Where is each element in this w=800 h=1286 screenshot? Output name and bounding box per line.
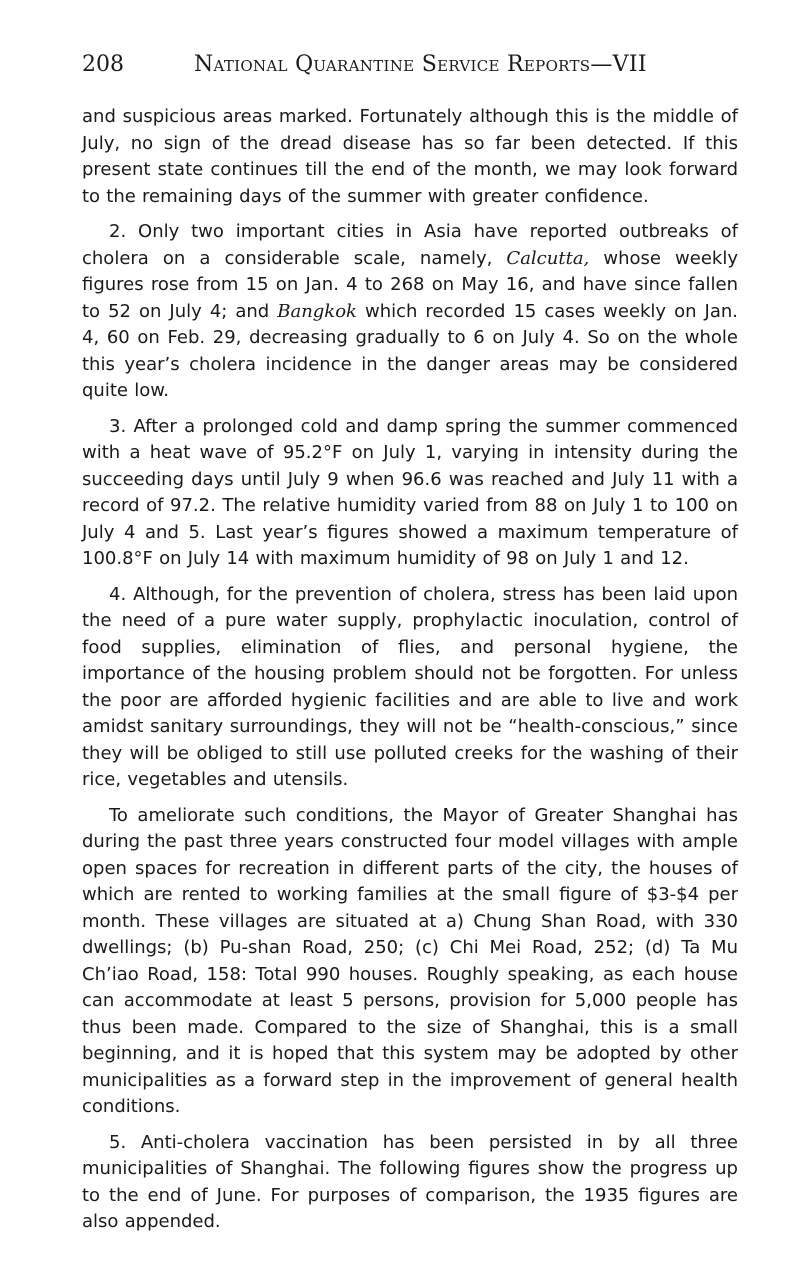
body-text xyxy=(82,104,738,1236)
city-bangkok: Bangkok xyxy=(277,300,357,322)
document-page xyxy=(82,52,738,1245)
paragraph-5: 5. Anti-cholera vaccination has been persisted in by all three municipalities of Shanghai. The following figures show the progress up to the end of June. For purposes of comparison, the 1935 figures are also appended. xyxy=(82,1131,738,1232)
paragraph-2-text-b: whose weekly figures rose from 15 on Jan. 4 to 268 on May 16, and have since fallen to 52 on July 4; and xyxy=(82,247,738,322)
paragraph-4: 4. Although, for the prevention of cholera, stress has been laid upon the need of a pure water supply, prophylactic inoculation, control of food supplies, elimination of flies, and personal hygiene, the importance of the housing problem should not be forgotten. For unless the poor are afforded hygienic facilities and are able to live and work amidst sanitary surroundings, they will not be “health-conscious,” since they will be obliged to still use polluted creeks for the washing of their rice, vegetables and utensils. xyxy=(82,583,738,790)
paragraph-2-text-c: which recorded 15 cases weekly on Jan. 4, 60 on Feb. 29, decreasing gradually to 6 on July 4. So on the whole this year’s cholera incidence in the danger areas may be considered quite low. xyxy=(82,300,738,401)
paragraph-housing: To ameliorate such conditions, the Mayor of Greater Shanghai has during the past three years constructed four model villages with ample open spaces for recreation in different parts of the city, the houses of which are rented to working families at the small figure of $3-$4 per month. These villages are situated at a) Chung Shan Road, with 330 dwellings; (b) Pu-shan Road, 250; (c) Chi Mei Road, 252; (d) Ta Mu Ch’iao Road, 158: Total 990 houses. Roughly speaking, as each house can accommodate at least 5 persons, provision for 5,000 people has thus been made. Compared to the size of Shanghai, this is a small beginning, and it is hoped that this system may be adopted by other municipalities as a forward step in the improvement of general health conditions. xyxy=(82,804,738,1117)
running-title: National Quarantine Service Reports—VII xyxy=(194,52,647,77)
city-calcutta: Calcutta, xyxy=(506,247,590,269)
page-number: 208 xyxy=(82,52,124,77)
paragraph-continuation: and suspicious areas marked. Fortunately although this is the middle of July, no sign of the dread disease has so far been detected. If this present state continues till the end of the month, we may look forward to the remaining days of the summer with greater confidence. xyxy=(82,106,738,207)
paragraph-3: 3. After a prolonged cold and damp spring the summer commenced with a heat wave of 95.2°F on July 1, varying in intensity during the succeeding days until July 9 when 96.6 was reached and July 11 with a record of 97.2. The relative humidity varied from 88 on July 1 to 100 on July 4 and 5. Last year’s figures showed a maximum temperature of 100.8°F on July 14 with maximum humidity of 98 on July 1 and 12. xyxy=(82,415,738,569)
page-header xyxy=(82,52,738,92)
paragraph-2-text-a: 2. Only two important cities in Asia have reported outbreaks of cholera on a considerable scale, namely, xyxy=(82,221,738,269)
paragraph-2 xyxy=(82,219,738,405)
